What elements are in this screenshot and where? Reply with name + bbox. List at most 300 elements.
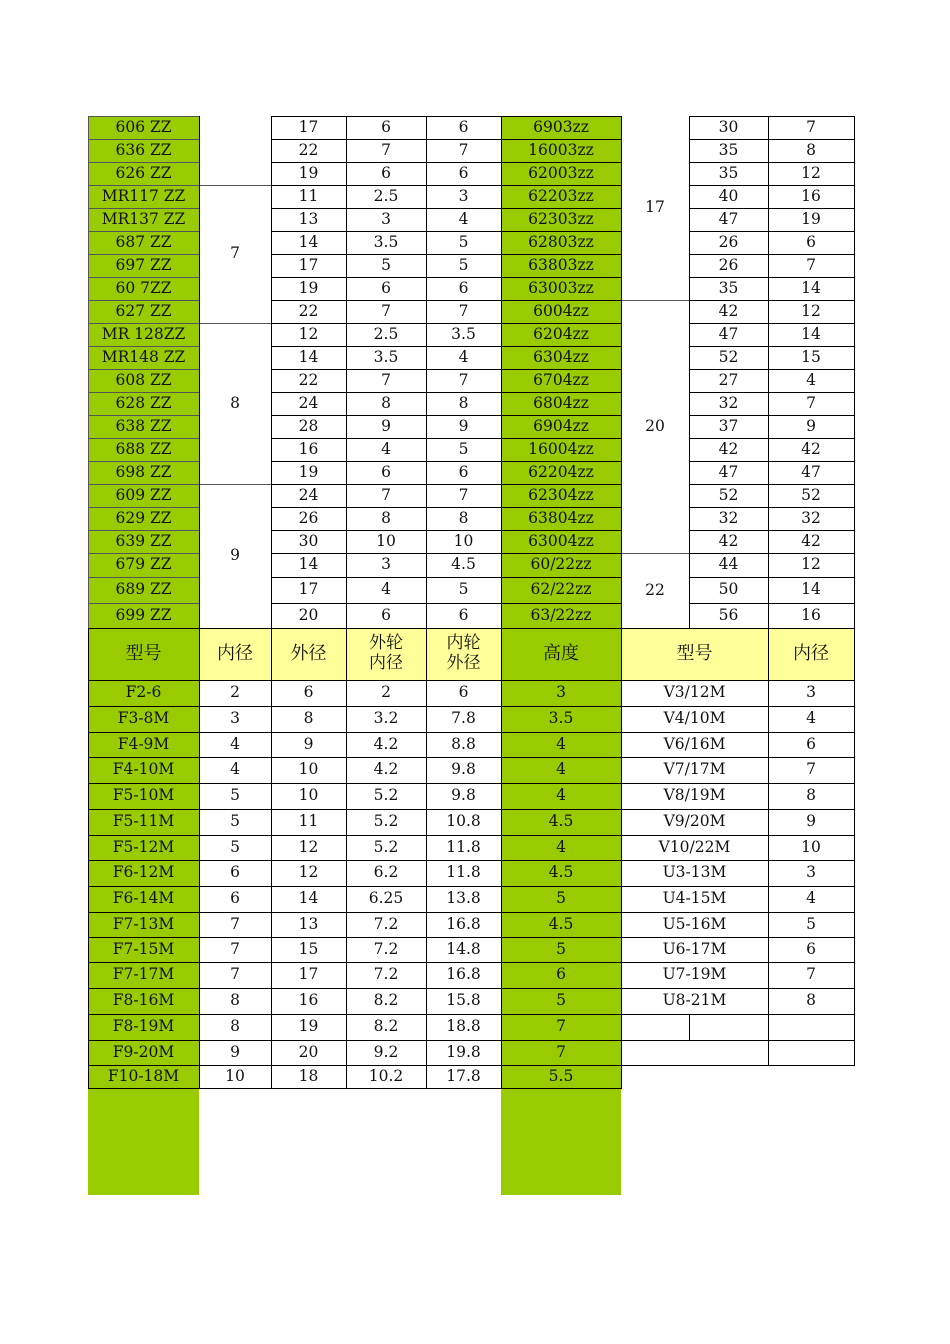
model-cell: 16004zz [501, 438, 621, 461]
green-fill-block [88, 1089, 199, 1195]
height-cell: 5 [501, 937, 621, 962]
dimension-cell: 5 [381, 255, 391, 274]
row-line [621, 1014, 855, 1015]
height-cell: 5 [501, 886, 621, 912]
row-line [621, 937, 855, 938]
outer-cell: 10 [298, 786, 319, 805]
model-cell: 6704zz [501, 369, 621, 392]
width-cell: 14 [801, 278, 821, 297]
bore-cell: 7 [230, 939, 240, 958]
groove-model-cell: V10/22M [658, 837, 731, 856]
groove-model-cell [621, 1014, 768, 1040]
outer-diameter-cell: 26 [718, 255, 739, 274]
dimension-cell: 3 [458, 186, 469, 205]
header-line: 内径 [369, 653, 403, 673]
header-bore: 内径 [199, 628, 271, 680]
flange-outer-cell: 10.8 [446, 812, 481, 831]
column-line [501, 628, 502, 1089]
row-line [88, 835, 622, 836]
column-line [854, 116, 855, 629]
row-line [88, 912, 622, 913]
outer-diameter-cell: 19 [298, 462, 319, 481]
row-line [271, 603, 622, 604]
row-line [88, 116, 200, 117]
height-cell: 7 [501, 1040, 621, 1065]
row-line [621, 783, 855, 784]
outer-diameter-cell: 12 [298, 324, 319, 343]
outer-diameter-cell: 26 [298, 508, 319, 527]
row-line [689, 484, 855, 485]
bore-cell: 5 [230, 837, 240, 856]
dimension-cell: 5 [458, 439, 469, 458]
bore-group-cell: 7 [230, 244, 240, 263]
model-cell: 626 ZZ [88, 162, 199, 185]
row-line [689, 254, 855, 255]
row-line [271, 346, 622, 347]
model-cell: 689 ZZ [88, 577, 199, 603]
outer-diameter-cell: 16 [298, 439, 319, 458]
groove-bore-cell: 8 [806, 786, 816, 805]
model-cell: 63804zz [501, 507, 621, 530]
flange-outer-cell: 11.8 [446, 863, 481, 882]
flange-model-cell: F5-12M [88, 835, 199, 860]
outer-diameter-cell: 50 [718, 580, 739, 599]
dimension-cell: 4 [458, 209, 469, 228]
flange-model-cell: F6-14M [88, 886, 199, 912]
row-line [621, 757, 855, 758]
groove-bore-cell: 4 [806, 889, 816, 908]
outer-diameter-cell: 52 [718, 347, 739, 366]
bore-cell: 4 [230, 760, 240, 779]
row-line [88, 680, 622, 681]
groove-bore-cell: 7 [806, 965, 816, 984]
groove-model-cell: V8/19M [663, 786, 726, 805]
row-line [621, 706, 855, 707]
model-cell: 6004zz [501, 300, 621, 323]
column-line [768, 116, 769, 629]
outer-cell: 11 [298, 812, 319, 831]
groove-model-cell: V4/10M [663, 709, 726, 728]
flange-bore-cell: 4.2 [373, 734, 399, 753]
width-cell: 4 [806, 370, 816, 389]
header-line: 内轮 [446, 633, 481, 654]
model-cell: MR117 ZZ [88, 185, 199, 208]
width-cell: 7 [806, 117, 816, 136]
dimension-cell: 6 [458, 605, 469, 624]
dimension-cell: 7 [381, 301, 391, 320]
dimension-cell: 6 [381, 163, 391, 182]
outer-cell: 19 [298, 1017, 319, 1036]
group-line [199, 323, 272, 324]
model-cell: 6904zz [501, 415, 621, 438]
row-line [689, 507, 855, 508]
bore-cell: 3 [230, 709, 240, 728]
dimension-cell: 6 [381, 462, 391, 481]
flange-model-cell: F10-18M [88, 1065, 199, 1088]
outer-diameter-cell: 19 [298, 163, 319, 182]
row-line [689, 461, 855, 462]
dimension-cell: 2.5 [373, 186, 399, 205]
row-line [689, 231, 855, 232]
row-line [88, 937, 622, 938]
outer-diameter-cell: 19 [298, 278, 319, 297]
outer-diameter-cell: 30 [298, 531, 319, 550]
flange-model-cell: F4-9M [88, 732, 199, 757]
row-line [88, 706, 622, 707]
row-line [271, 415, 622, 416]
row-line [88, 1014, 622, 1015]
model-cell: 63/22zz [501, 603, 621, 628]
row-line [88, 300, 200, 301]
outer-diameter-cell: 42 [718, 531, 739, 550]
outer-diameter-cell: 37 [718, 416, 739, 435]
dimension-cell: 4 [458, 347, 469, 366]
row-line [689, 323, 855, 324]
groove-model-cell: U8-21M [662, 991, 727, 1010]
row-line [689, 530, 855, 531]
model-cell: 628 ZZ [88, 392, 199, 415]
width-cell: 42 [801, 531, 821, 550]
outer-cell: 8 [303, 709, 314, 728]
dimension-cell: 7 [458, 140, 469, 159]
row-line [271, 323, 622, 324]
flange-model-cell: F5-11M [88, 809, 199, 835]
row-line [689, 415, 855, 416]
outer-diameter-cell: 35 [718, 140, 739, 159]
row-line [621, 732, 855, 733]
outer-cell: 13 [298, 914, 319, 933]
flange-model-cell: F6-12M [88, 860, 199, 886]
groove-bore-cell: 6 [806, 734, 816, 753]
header-flange-outer [426, 628, 501, 680]
row-line [88, 757, 622, 758]
outer-diameter-cell: 24 [298, 485, 319, 504]
groove-bore-cell: 6 [806, 939, 816, 958]
group-line [621, 553, 690, 554]
model-cell: 6204zz [501, 323, 621, 346]
model-cell: 638 ZZ [88, 415, 199, 438]
width-cell: 9 [806, 416, 816, 435]
dimension-cell: 3.5 [451, 324, 476, 343]
model-cell: 62003zz [501, 162, 621, 185]
row-line [271, 162, 622, 163]
row-line [88, 988, 622, 989]
width-cell: 7 [806, 255, 816, 274]
row-line [88, 577, 200, 578]
flange-model-cell: F9-20M [88, 1040, 199, 1065]
dimension-cell: 9 [458, 416, 469, 435]
dimension-cell: 8 [381, 508, 391, 527]
width-cell: 16 [801, 605, 821, 624]
model-cell: 62204zz [501, 461, 621, 484]
groove-model-cell: U7-19M [662, 965, 727, 984]
column-line [768, 628, 769, 1066]
row-line [88, 346, 200, 347]
flange-bore-cell: 8.2 [373, 991, 399, 1010]
model-cell: 687 ZZ [88, 231, 199, 254]
bore-cell: 2 [230, 683, 240, 702]
model-cell: 627 ZZ [88, 300, 199, 323]
row-line [88, 553, 200, 554]
row-line [621, 988, 855, 989]
row-line [88, 962, 622, 963]
outer-diameter-cell: 32 [718, 393, 739, 412]
header-line: 外轮 [369, 633, 403, 654]
model-cell: 636 ZZ [88, 139, 199, 162]
header-model: 型号 [88, 628, 199, 680]
model-cell: 629 ZZ [88, 507, 199, 530]
header-model-2: 型号 [621, 628, 768, 680]
outer-diameter-cell: 13 [298, 209, 319, 228]
column-line [88, 628, 89, 1089]
dimension-cell: 7 [458, 301, 469, 320]
row-line [689, 577, 855, 578]
dimension-cell: 5 [458, 580, 469, 599]
model-cell: 6804zz [501, 392, 621, 415]
outer-cell: 12 [298, 837, 319, 856]
outer-diameter-cell: 26 [718, 232, 739, 251]
row-line [271, 507, 622, 508]
header-line: 外径 [446, 653, 481, 673]
outer-diameter-cell: 22 [298, 301, 319, 320]
dimension-cell: 3 [381, 209, 391, 228]
row-line [689, 162, 855, 163]
row-line [88, 484, 200, 485]
row-line [689, 603, 855, 604]
column-line [199, 628, 200, 1089]
dimension-cell: 10 [376, 531, 396, 550]
dimension-cell: 6 [458, 462, 469, 481]
column-line [426, 628, 427, 1089]
row-line [88, 860, 622, 861]
width-cell: 47 [801, 462, 821, 481]
dimension-cell: 6 [381, 117, 391, 136]
row-line [621, 835, 855, 836]
width-cell: 8 [806, 140, 816, 159]
outer-diameter-cell: 35 [718, 163, 739, 182]
flange-bore-cell: 7.2 [373, 939, 399, 958]
dimension-cell: 6 [458, 163, 469, 182]
row-line [271, 369, 622, 370]
row-line [88, 886, 622, 887]
outer-diameter-cell: 40 [718, 186, 739, 205]
outer-diameter-cell: 28 [298, 416, 319, 435]
flange-outer-cell: 16.8 [446, 965, 481, 984]
model-cell: 679 ZZ [88, 553, 199, 577]
flange-bore-cell: 3.2 [373, 709, 399, 728]
groove-model-cell: V6/16M [663, 734, 726, 753]
groove-model-cell: U3-13M [662, 863, 727, 882]
width-cell: 7 [806, 393, 816, 412]
outer-diameter-cell: 52 [718, 485, 739, 504]
row-line [689, 277, 855, 278]
column-line [199, 116, 200, 629]
group-line [199, 185, 272, 186]
outer-diameter-cell: 11 [298, 186, 319, 205]
groove-bore-cell: 10 [801, 837, 821, 856]
dimension-cell: 8 [381, 393, 391, 412]
width-cell: 19 [801, 209, 821, 228]
row-line [689, 185, 855, 186]
width-cell: 14 [801, 324, 821, 343]
row-line [271, 484, 622, 485]
flange-bore-cell: 5.2 [373, 812, 399, 831]
bore-group-cell: 8 [230, 393, 240, 412]
outer-cell: 20 [298, 1042, 319, 1061]
row-line [621, 809, 855, 810]
outer-diameter-cell: 47 [718, 209, 739, 228]
row-line [88, 438, 200, 439]
column-line [621, 628, 622, 1089]
dimension-cell: 6 [381, 278, 391, 297]
width-cell: 52 [801, 485, 821, 504]
outer-cell: 15 [298, 939, 319, 958]
groove-model-cell: U6-17M [662, 939, 727, 958]
flange-bore-cell: 10.2 [368, 1066, 404, 1085]
flange-outer-cell: 6 [458, 683, 469, 702]
bore-group-cell: 9 [230, 546, 240, 565]
model-cell: 697 ZZ [88, 254, 199, 277]
model-cell: 639 ZZ [88, 530, 199, 553]
groove-bore-cell: 3 [806, 863, 816, 882]
model-cell: 60/22zz [501, 553, 621, 577]
height-cell: 4.5 [501, 860, 621, 886]
outer-diameter-cell: 30 [718, 117, 739, 136]
height-cell: 3.5 [501, 706, 621, 732]
model-cell: 609 ZZ [88, 484, 199, 507]
model-cell: MR148 ZZ [88, 346, 199, 369]
outer-diameter-cell: 17 [298, 255, 319, 274]
width-cell: 12 [801, 555, 821, 574]
outer-diameter-cell: 47 [718, 462, 739, 481]
bore-group-cell: 20 [645, 416, 665, 435]
row-line [689, 139, 855, 140]
row-line [88, 369, 200, 370]
dimension-cell: 7 [458, 485, 469, 504]
bore-group-cell: 17 [645, 198, 665, 217]
column-line [501, 116, 502, 629]
outer-cell: 10 [298, 760, 319, 779]
bore-cell: 8 [230, 1017, 240, 1036]
dimension-cell: 7 [381, 370, 391, 389]
row-line [621, 1065, 855, 1066]
row-line [88, 415, 200, 416]
height-cell: 4 [501, 757, 621, 783]
flange-bore-cell: 6.25 [368, 889, 404, 908]
groove-bore-cell [768, 1040, 854, 1065]
row-line [621, 886, 855, 887]
column-line [271, 628, 272, 1089]
bore-cell: 10 [225, 1066, 245, 1085]
column-line [346, 628, 347, 1089]
dimension-cell: 6 [458, 278, 469, 297]
width-cell: 6 [806, 232, 816, 251]
bore-cell: 9 [230, 1042, 240, 1061]
outer-diameter-cell: 14 [298, 232, 319, 251]
height-cell: 4 [501, 732, 621, 757]
groove-model-cell: V9/20M [663, 812, 726, 831]
row-line [271, 300, 622, 301]
flange-model-cell: F8-19M [88, 1014, 199, 1040]
flange-model-cell: F8-16M [88, 988, 199, 1014]
row-line [271, 254, 622, 255]
model-cell: 60 7ZZ [88, 277, 199, 300]
groove-model-cell [621, 1040, 768, 1065]
flange-outer-cell: 9.8 [451, 786, 476, 805]
width-cell: 12 [801, 301, 821, 320]
flange-outer-cell: 11.8 [446, 837, 481, 856]
outer-diameter-cell: 14 [298, 347, 319, 366]
row-line [88, 783, 622, 784]
model-cell: 62303zz [501, 208, 621, 231]
row-line [501, 116, 622, 117]
column-line [346, 116, 347, 629]
outer-cell: 16 [298, 991, 319, 1010]
row-line [271, 438, 622, 439]
model-cell: 608 ZZ [88, 369, 199, 392]
column-line [426, 116, 427, 629]
outer-cell: 14 [298, 889, 319, 908]
dimension-cell: 2.5 [373, 324, 399, 343]
groove-bore-cell: 7 [806, 760, 816, 779]
outer-diameter-cell: 42 [718, 439, 739, 458]
height-cell: 4 [501, 835, 621, 860]
bore-cell: 5 [230, 812, 240, 831]
column-line [621, 116, 622, 629]
row-line [88, 254, 200, 255]
model-cell: 62304zz [501, 484, 621, 507]
model-cell: 62203zz [501, 185, 621, 208]
outer-diameter-cell: 17 [298, 117, 319, 136]
flange-bore-cell: 9.2 [373, 1042, 399, 1061]
flange-model-cell: F2-6 [88, 680, 199, 706]
row-line [88, 461, 200, 462]
dimension-cell: 7 [381, 140, 391, 159]
groove-model-cell: U5-16M [662, 914, 727, 933]
outer-diameter-cell: 20 [298, 605, 319, 624]
dimension-cell: 5 [458, 232, 469, 251]
outer-diameter-cell: 14 [298, 555, 319, 574]
flange-outer-cell: 13.8 [446, 889, 481, 908]
row-line [271, 530, 622, 531]
model-cell: 63004zz [501, 530, 621, 553]
row-line [689, 346, 855, 347]
bore-cell: 5 [230, 786, 240, 805]
height-cell: 3 [501, 680, 621, 706]
bore-cell: 8 [230, 991, 240, 1010]
height-cell: 4.5 [501, 809, 621, 835]
model-cell: 698 ZZ [88, 461, 199, 484]
column-line [689, 1014, 690, 1041]
model-cell: MR137 ZZ [88, 208, 199, 231]
flange-bore-cell: 5.2 [373, 837, 399, 856]
header-flange-bore [346, 628, 426, 680]
column-line [689, 116, 690, 629]
row-line [88, 392, 200, 393]
outer-diameter-cell: 17 [298, 580, 319, 599]
group-line [199, 484, 272, 485]
row-line [271, 231, 622, 232]
outer-diameter-cell: 22 [298, 370, 319, 389]
groove-bore-cell: 3 [806, 683, 816, 702]
flange-outer-cell: 17.8 [446, 1066, 481, 1085]
outer-diameter-cell: 22 [298, 140, 319, 159]
header-height: 高度 [501, 628, 621, 680]
row-line [88, 185, 200, 186]
row-line [689, 369, 855, 370]
model-cell: 63803zz [501, 254, 621, 277]
flange-outer-cell: 8.8 [451, 734, 476, 753]
